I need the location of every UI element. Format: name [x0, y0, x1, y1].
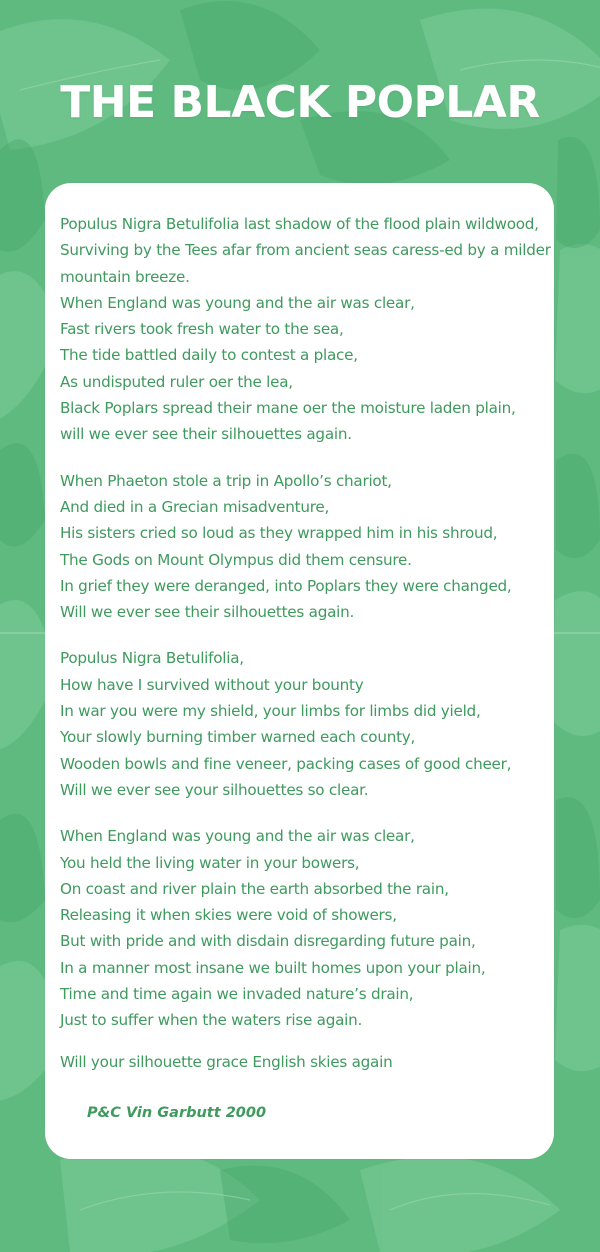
poem-line: Will we ever see their silhouettes again.: [60, 603, 355, 622]
poem-line: In war you were my shield, your limbs for limbs did yield,: [60, 702, 481, 721]
poem-line: In a manner most insane we built homes upon your plain,: [60, 958, 486, 977]
stanza-1: [60, 211, 550, 448]
poem-line: When England was young and the air was clear,: [60, 827, 415, 846]
poem-body: [60, 211, 550, 1054]
stanza-2: [60, 468, 550, 626]
poem-line: As undisputed ruler oer the lea,: [60, 372, 293, 391]
poem-line: Will we ever see your silhouettes so clear.: [60, 780, 369, 799]
poem-line: Populus Nigra Betulifolia last shadow of the flood plain wildwood,: [60, 215, 539, 233]
poem-line: mountain breeze.: [60, 267, 190, 286]
poem-line: And died in a Grecian misadventure,: [60, 497, 330, 516]
poem-line: Time and time again we invaded nature’s drain,: [60, 985, 414, 1004]
poem-card: [45, 183, 554, 1159]
poem-line: In grief they were deranged, into Poplars they were changed,: [60, 576, 512, 595]
poem-line: When England was young and the air was clear,: [60, 293, 415, 312]
poem-line: Surviving by the Tees afar from ancient seas caress-ed by a milder: [60, 241, 551, 260]
poem-line: But with pride and with disdain disregarding future pain,: [60, 932, 476, 951]
poem-line: will we ever see their silhouettes again.: [60, 425, 352, 444]
poem-line: Releasing it when skies were void of showers,: [60, 906, 397, 925]
poem-line: When Phaeton stole a trip in Apollo’s chariot,: [60, 471, 392, 490]
author-credit: P&C Vin Garbutt 2000: [87, 1105, 267, 1121]
poem-line: Your slowly burning timber warned each county,: [60, 728, 416, 747]
poem-line: Black Poplars spread their mane oer the moisture laden plain,: [60, 399, 516, 418]
poem-line: On coast and river plain the earth absorbed the rain,: [60, 879, 449, 898]
stanza-3: [60, 645, 550, 803]
poem-line: How have I survived without your bounty: [60, 675, 364, 694]
poem-line: The Gods on Mount Olympus did them censure.: [60, 550, 412, 569]
poem-line: Fast rivers took fresh water to the sea,: [60, 320, 344, 339]
poem-line: You held the living water in your bowers,: [60, 853, 360, 872]
poem-line: His sisters cried so loud as they wrapped him in his shroud,: [60, 524, 498, 543]
closing-line: Will your silhouette grace English skies again: [60, 1053, 393, 1071]
page-title: THE BLACK POPLAR: [60, 77, 540, 128]
poem-line: Wooden bowls and fine veneer, packing cases of good cheer,: [60, 754, 512, 773]
poem-line: The tide battled daily to contest a place,: [60, 346, 358, 365]
stanza-4: [60, 823, 550, 1033]
poem-line: Just to suffer when the waters rise again.: [60, 1011, 363, 1030]
poem-line: Populus Nigra Betulifolia,: [60, 649, 244, 668]
